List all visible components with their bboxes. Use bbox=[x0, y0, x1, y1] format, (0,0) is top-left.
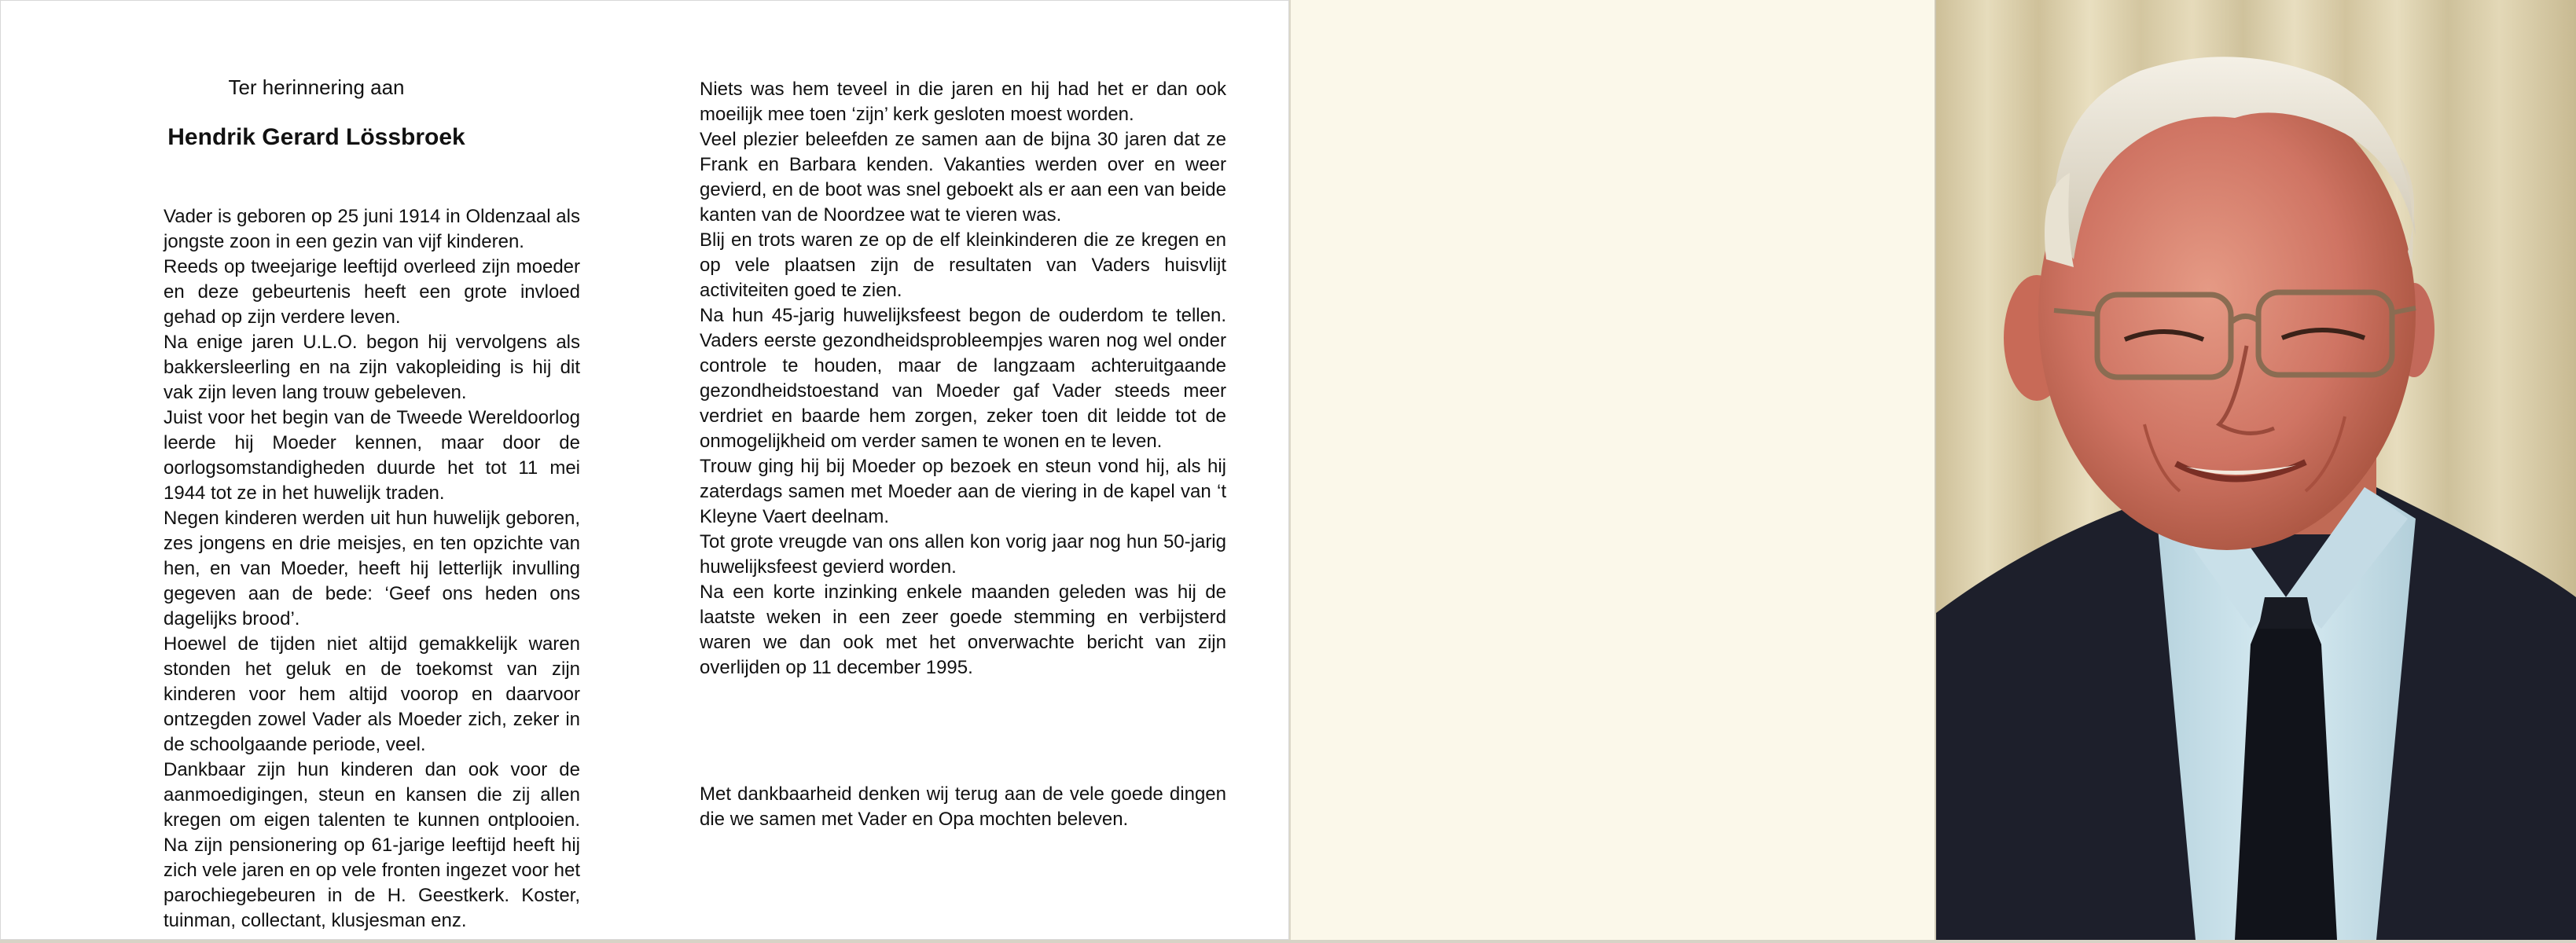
paragraph: Veel plezier beleefden ze samen aan de bijna 30 jaren dat ze Frank en Barbara kenden. Vakanties werden over en weer gevierd, en de boot was snel geboekt als er aan een van beide kanten van de Noordzee wat te vieren was. bbox=[700, 129, 1226, 226]
left-text-column bbox=[164, 204, 580, 934]
paragraph: Na een korte inzinking enkele maanden geleden was hij de laatste weken in een zeer goede stemming en verbijsterd waren we dan ook met het onverwachte bericht van zijn overlijden op 11 december 1995. bbox=[700, 582, 1226, 678]
closing-paragraph: Met dankbaarheid denken wij terug aan de vele goede dingen die we samen met Vader en Opa mochten beleven. bbox=[700, 783, 1226, 830]
portrait-illustration bbox=[1936, 0, 2576, 940]
paragraph: Negen kinderen werden uit hun huwelijk geboren, zes jongens en drie meisjes, en ten opzichte van hen, en van Moeder, heeft hij letterlijk invulling gegeven aan de bede: ‘Geef ons heden ons dagelijks brood’. bbox=[164, 508, 580, 629]
header-subtitle: Ter herinnering aan bbox=[228, 75, 405, 99]
paragraph: Tot grote vreugde van ons allen kon vorig jaar nog hun 50-jarig huwelijksfeest gevierd worden. bbox=[700, 531, 1226, 578]
paragraph: Dankbaar zijn hun kinderen dan ook voor de aanmoedigingen, steun en kansen die zij allen kregen om eigen talenten te kunnen ontplooien. Na zijn pensionering op 61-jarige leeftijd heeft hij zich vele jaren en op vele fronten ingezet voor het parochiegebeuren in de H. Geestkerk. Koster, tuinman, collectant, klusjesman enz. bbox=[164, 759, 580, 931]
paragraph: Blij en trots waren ze op de elf kleinkinderen die ze kregen en op vele plaatsen zijn de resultaten van Vaders huisvlijt activiteiten goed te zien. bbox=[700, 229, 1226, 301]
paragraph: Vader is geboren op 25 juni 1914 in Oldenzaal als jongste zoon in een gezin van vijf kinderen. bbox=[164, 206, 580, 252]
paragraph: Na enige jaren U.L.O. begon hij vervolgens als bakkersleerling en na zijn vakopleiding is hij dit vak zijn leven lang trouw gebeleven. bbox=[164, 332, 580, 403]
paragraph: Hoewel de tijden niet altijd gemakkelijk waren stonden het geluk en de toekomst van zijn kinderen voor hem altijd voorop en daarvoor ontzegden zowel Vader als Moeder zich, zeker in de schoolgaande periode, veel. bbox=[164, 633, 580, 755]
paragraph: Na hun 45-jarig huwelijksfeest begon de ouderdom te tellen. Vaders eerste gezondheidsprobleempjes waren nog wel onder controle te houden, maar de langzaam achteruitgaande gezondheidstoestand van Moeder gaf Vader steeds meer verdriet en baarde hem zorgen, zeker toen dit leidde tot de onmogelijkheid om verder samen te wonen en te leven. bbox=[700, 305, 1226, 452]
paragraph: Trouw ging hij bij Moeder op bezoek en steun vond hij, als hij zaterdags samen met Moeder aan de viering in de kapel van ‘t Kleyne Vaert deelnam. bbox=[700, 456, 1226, 527]
text-panel bbox=[0, 0, 1289, 940]
portrait-photo bbox=[1936, 0, 2576, 940]
paragraph: Reeds op tweejarige leeftijd overleed zijn moeder en deze gebeurtenis heeft een grote invloed gehad op zijn verdere leven. bbox=[164, 256, 580, 328]
bottom-edge bbox=[0, 940, 2576, 943]
blank-panel bbox=[1289, 0, 1938, 940]
deceased-name: Hendrik Gerard Lössbroek bbox=[167, 124, 465, 150]
paragraph: Juist voor het begin van de Tweede Wereldoorlog leerde hij Moeder kennen, maar door de oorlogsomstandigheden duurde het tot 11 mei 1944 tot ze in het huwelijk traden. bbox=[164, 407, 580, 504]
paragraph: Niets was hem teveel in die jaren en hij had het er dan ook moeilijk mee toen ‘zijn’ kerk gesloten moest worden. bbox=[700, 79, 1226, 125]
right-text-column bbox=[700, 77, 1226, 681]
